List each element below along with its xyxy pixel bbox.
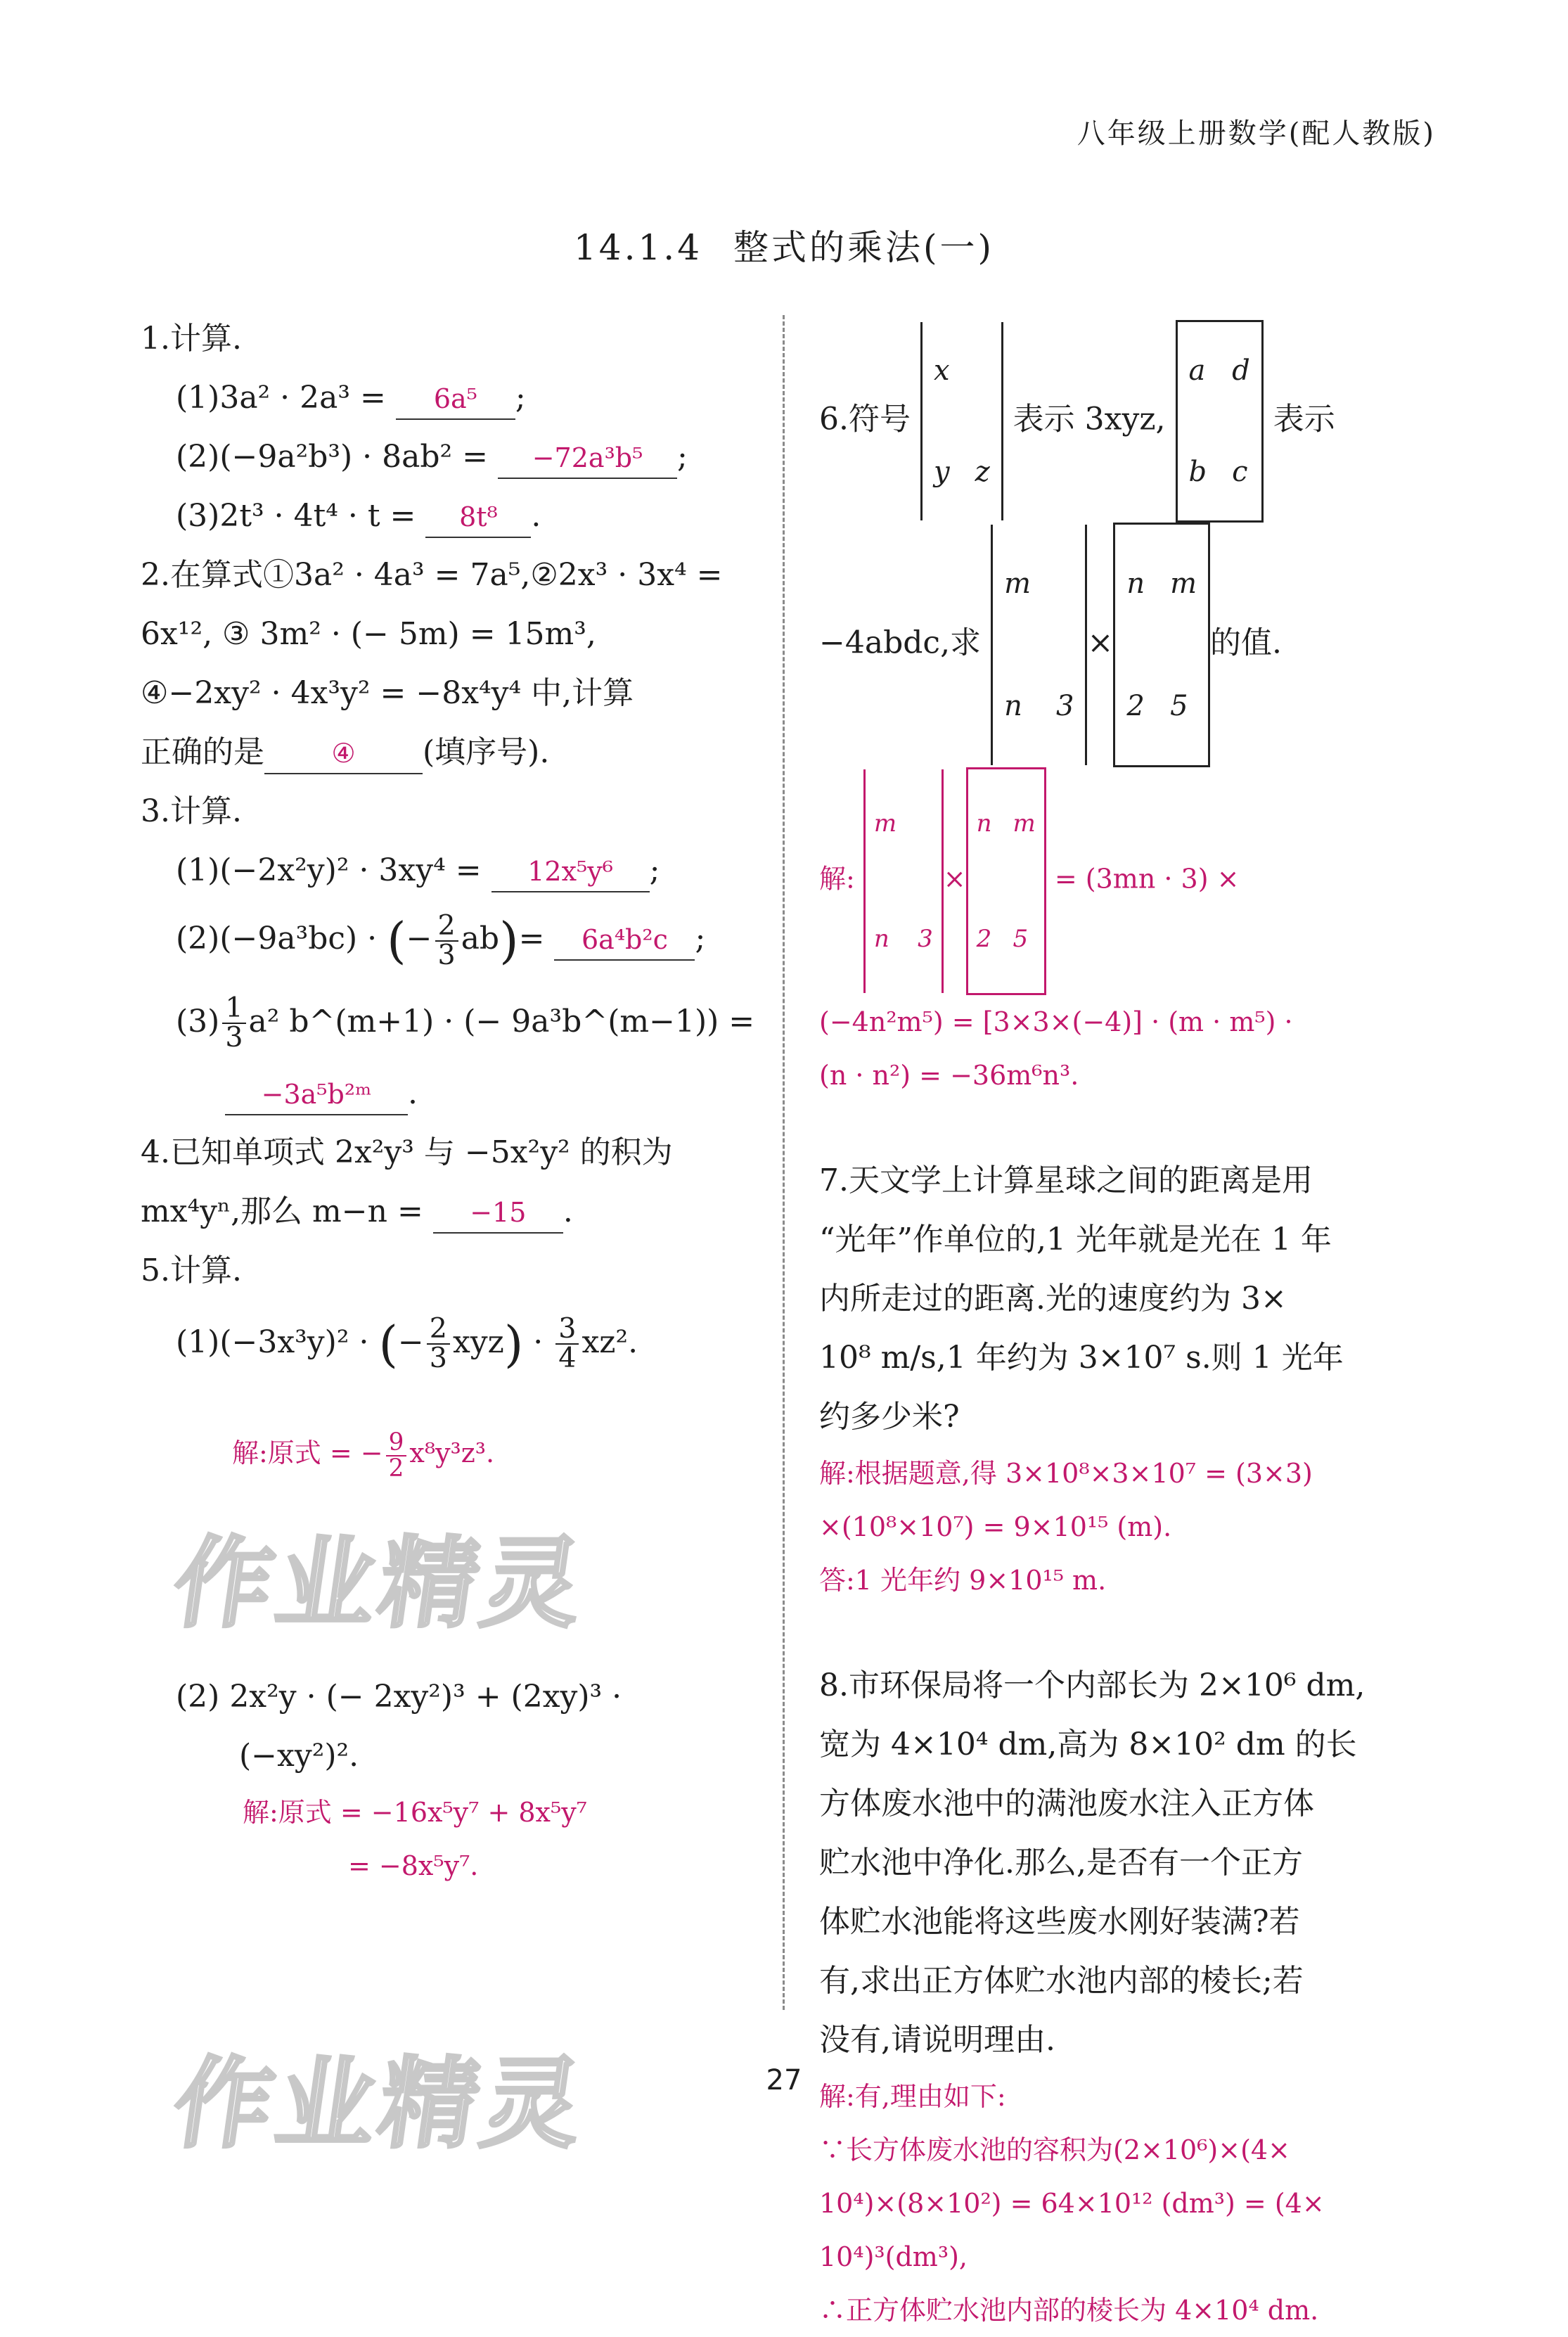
- q2-line4-end: (填序号).: [423, 734, 550, 770]
- q2-answer: ④: [264, 734, 423, 774]
- watermark: 作业精灵: [166, 1527, 593, 1641]
- q3-p2-text: (2)(−9a³bc) ·: [176, 921, 378, 956]
- q1-p3-text: (3)2t³ · 4t⁴ · t =: [176, 498, 416, 534]
- q3-p2-mid: ab: [461, 921, 500, 956]
- q5-p1-sol-end: x⁸y³z³.: [409, 1438, 495, 1468]
- q4-line2-text: mx⁴yⁿ,那么 m−n =: [141, 1193, 423, 1229]
- fraction-num: 3: [555, 1315, 579, 1345]
- q1-p2-answer: −72a³b⁵: [498, 438, 677, 479]
- q6-solution-1: [819, 767, 1431, 995]
- page-number: 27: [766, 2064, 802, 2096]
- q6-sol-box-matrix: [966, 767, 1046, 995]
- q6-sol-label: 解:: [819, 863, 855, 895]
- paren-open: (: [387, 911, 406, 970]
- q1-p2-text: (2)(−9a²b³) · 8ab² =: [176, 439, 489, 475]
- fraction: [386, 1428, 407, 1483]
- q5-p2-solution-2: = −8x⁵y⁷.: [348, 1850, 479, 1881]
- det-entry: 2: [1126, 690, 1145, 722]
- q2-line3: ④−2xy² · 4x³y² = −8x⁴y⁴ 中,计算: [141, 675, 634, 711]
- det-entry: m: [873, 809, 897, 838]
- det-entry: m: [1013, 809, 1036, 838]
- q8-solution-2: ∵长方体废水池的容积为(2×10⁶)×(4×: [819, 2134, 1290, 2165]
- q7-line5: 约多少米?: [819, 1399, 960, 1435]
- q7-line4: 10⁸ m/s,1 年约为 3×10⁷ s.则 1 光年: [819, 1340, 1344, 1376]
- q1-p1-text: (1)3a² · 2a³ =: [176, 380, 386, 416]
- q8-solution-4: 10⁴)³(dm³),: [819, 2241, 968, 2272]
- q6-sol-text: = (3mn · 3) ×: [1054, 863, 1240, 895]
- q3-stem: 3.计算.: [141, 793, 242, 829]
- q7-solution-3: 答:1 光年约 9×10¹⁵ m.: [819, 1565, 1107, 1596]
- det-entry: [1056, 527, 1074, 640]
- q1-part2: [141, 428, 745, 487]
- q6-determinant-2: [991, 525, 1087, 765]
- q8-line4: 贮水池中净化.那么,是否有一个正方: [819, 1845, 1303, 1881]
- q4-line2: [141, 1182, 745, 1241]
- fraction-num: 9: [386, 1430, 407, 1456]
- q1-p2-end: ;: [677, 439, 688, 475]
- det-entry: n: [976, 809, 992, 838]
- q1-part1: [141, 369, 745, 428]
- left-column: [141, 309, 755, 1893]
- q7-line2: “光年”作单位的,1 光年就是光在 1 年: [819, 1222, 1332, 1257]
- q2-line2: 6x¹², ③ 3m² · (− 5m) = 15m³,: [141, 616, 596, 652]
- q5-part2-line1: (2) 2x²y · (− 2xy²)³ + (2xy)³ ·: [176, 1679, 622, 1715]
- det-entry: 5: [1013, 925, 1029, 953]
- fraction: [427, 1312, 450, 1374]
- q3-p2-answer: 6a⁴b²c: [554, 920, 695, 961]
- q3-part2: (2)(−9a³bc) · (− $\frac{2}{3}$ ab)= 6a⁴b²c ;: [176, 909, 706, 971]
- fraction: [555, 1312, 579, 1374]
- section-number: 14.1.4: [573, 227, 703, 268]
- fraction: [435, 909, 458, 971]
- det-entry: z: [975, 456, 990, 488]
- det-entry: [918, 771, 933, 876]
- fraction: [222, 992, 245, 1054]
- q2-line1: 2.在算式①3a² · 4a³ = 7a⁵,②2x³ · 3x⁴ =: [141, 557, 723, 593]
- det-entry: 3: [918, 925, 933, 953]
- q3-part3: [141, 980, 755, 1064]
- q8-solution-3: 10⁴)×(8×10²) = 64×10¹² (dm³) = (4×: [819, 2188, 1325, 2219]
- q2-line4-text: 正确的是: [141, 734, 264, 770]
- q1-part3: [141, 487, 745, 546]
- det-entry: d: [1232, 354, 1250, 387]
- column-divider: [783, 315, 785, 2010]
- det-entry: [975, 325, 990, 416]
- q5-p2-solution-1: 解:原式 = −16x⁵y⁷ + 8x⁵y⁷: [243, 1797, 587, 1828]
- det-entry: m: [1170, 568, 1197, 600]
- q6-box-matrix-2: [1113, 523, 1210, 767]
- q3-p1-answer: 12x⁵y⁶: [491, 852, 650, 892]
- q5-p1-sol-text: 解:原式 = −: [232, 1438, 383, 1468]
- q5-stem: 5.计算.: [141, 1252, 242, 1288]
- q5-p1-end: xz².: [581, 1324, 638, 1360]
- q6-line2-text: −4abdc,求: [819, 625, 982, 661]
- fraction-den: 3: [437, 938, 456, 971]
- q8-line1: 8.市环保局将一个内部长为 2×10⁶ dm,: [819, 1667, 1365, 1703]
- q7-solution-1: 解:根据题意,得 3×10⁸×3×10⁷ = (3×3): [819, 1458, 1313, 1489]
- q1-stem: 1.计算.: [141, 321, 242, 357]
- det-entry: n: [873, 925, 889, 953]
- q6-determinant-1: [920, 322, 1003, 520]
- paren-open: (: [378, 1315, 398, 1373]
- q3-p1-text: (1)(−2x²y)² · 3xy⁴ =: [176, 852, 482, 888]
- q3-part3-answer-line: [141, 1064, 745, 1123]
- det-entry: x: [933, 354, 950, 387]
- q4-line2-end: .: [563, 1193, 573, 1229]
- book-header: 八年级上册数学(配人教版): [1077, 117, 1436, 150]
- q6-mid: 表示 3xyz,: [1013, 401, 1166, 437]
- det-entry: 2: [976, 925, 992, 953]
- fraction-num: 2: [435, 912, 458, 942]
- fraction-num: 2: [427, 1315, 450, 1345]
- q5-p1-mid: xyz: [452, 1324, 504, 1360]
- q5-part1: (1)(−3x³y)² · (− $\frac{2}{3}$ xyz) · $\frac{3}{4}$ xz².: [176, 1312, 638, 1374]
- q4-answer: −15: [433, 1193, 563, 1234]
- times-sign: ×: [943, 863, 966, 895]
- q8-line2: 宽为 4×10⁴ dm,高为 8×10² dm 的长: [819, 1727, 1357, 1762]
- fraction-den: 3: [225, 1021, 243, 1054]
- det-entry: n: [1004, 690, 1022, 722]
- q4-line1: 4.已知单项式 2x²y³ 与 −5x²y² 的积为: [141, 1134, 673, 1170]
- q7-line1: 7.天文学上计算星球之间的距离是用: [819, 1163, 1313, 1198]
- q3-part1: [141, 841, 745, 900]
- q1-p1-answer: 6a⁵: [396, 379, 515, 420]
- q3-p3-end: .: [408, 1075, 418, 1111]
- fraction-num: 1: [222, 994, 245, 1024]
- q8-line5: 体贮水池能将这些废水刚好装满?若: [819, 1904, 1300, 1940]
- q6-line1: [819, 320, 1431, 523]
- q6-box-matrix-1: [1176, 320, 1264, 523]
- q8-solution-1: 解:有,理由如下:: [819, 2081, 1006, 2112]
- q3-p3-text: a² b^(m+1) · (− 9a³b^(m−1)) =: [248, 1003, 755, 1039]
- det-entry: y: [933, 456, 950, 488]
- fraction-den: 3: [429, 1342, 447, 1374]
- q2-line4: [141, 723, 745, 782]
- q1-p3-answer: 8t⁸: [425, 497, 531, 538]
- paren-close: ): [499, 911, 519, 970]
- q6-solution-3: (n · n²) = −36m⁶n³.: [819, 1060, 1079, 1091]
- paren-close: ): [503, 1315, 524, 1373]
- section-name: 整式的乘法(一): [733, 227, 995, 268]
- q6-line2-end: 的值.: [1210, 625, 1283, 661]
- q6-end: 表示: [1273, 401, 1335, 437]
- q6-sol-determinant: [863, 769, 944, 993]
- q8-line6: 有,求出正方体贮水池内部的棱长;若: [819, 1963, 1304, 1999]
- q3-p3-answer: −3a⁵b²ᵐ: [225, 1075, 408, 1115]
- q7-solution-2: ×(10⁸×10⁷) = 9×10¹⁵ (m).: [819, 1511, 1172, 1542]
- q3-p1-end: ;: [649, 852, 660, 888]
- q1-p3-end: .: [531, 498, 541, 534]
- section-title: [0, 219, 1568, 270]
- right-column: [819, 309, 1431, 2337]
- fraction-den: 4: [558, 1342, 577, 1374]
- det-entry: m: [1004, 568, 1031, 600]
- q5-part2-line2: (−xy²)².: [239, 1738, 359, 1774]
- q8-line7: 没有,请说明理由.: [819, 2022, 1055, 2058]
- q8-line3: 方体废水池中的满池废水注入正方体: [819, 1786, 1314, 1821]
- q7-line3: 内所走过的距离.光的速度约为 3×: [819, 1281, 1287, 1317]
- fraction-den: 2: [388, 1454, 404, 1483]
- det-entry: 3: [1056, 690, 1074, 722]
- q6-solution-2: (−4n²m⁵) = [3×3×(−4)] · (m · m⁵) ·: [819, 1006, 1293, 1037]
- det-entry: 5: [1170, 690, 1188, 722]
- det-entry: n: [1126, 568, 1145, 600]
- q6-text: 6.符号: [819, 401, 911, 437]
- q3-p2-end: ;: [695, 921, 706, 956]
- times-sign: ×: [1087, 625, 1114, 661]
- q8: [819, 1656, 1431, 2337]
- det-entry: c: [1232, 456, 1248, 488]
- q5-p1-solution: [141, 1414, 745, 1492]
- q6-line2: [819, 523, 1431, 767]
- det-entry: b: [1188, 456, 1207, 488]
- q8-solution-5: ∴正方体贮水池内部的棱长为 4×10⁴ dm.: [819, 2295, 1319, 2326]
- det-entry: a: [1188, 354, 1206, 387]
- q7: [819, 1151, 1431, 1607]
- q1-p1-end: ;: [515, 380, 526, 416]
- watermark: 作业精灵: [166, 2047, 593, 2162]
- q5-p1-text: (1)(−3x³y)² ·: [176, 1324, 369, 1360]
- q3-p3-label: (3): [176, 1003, 220, 1039]
